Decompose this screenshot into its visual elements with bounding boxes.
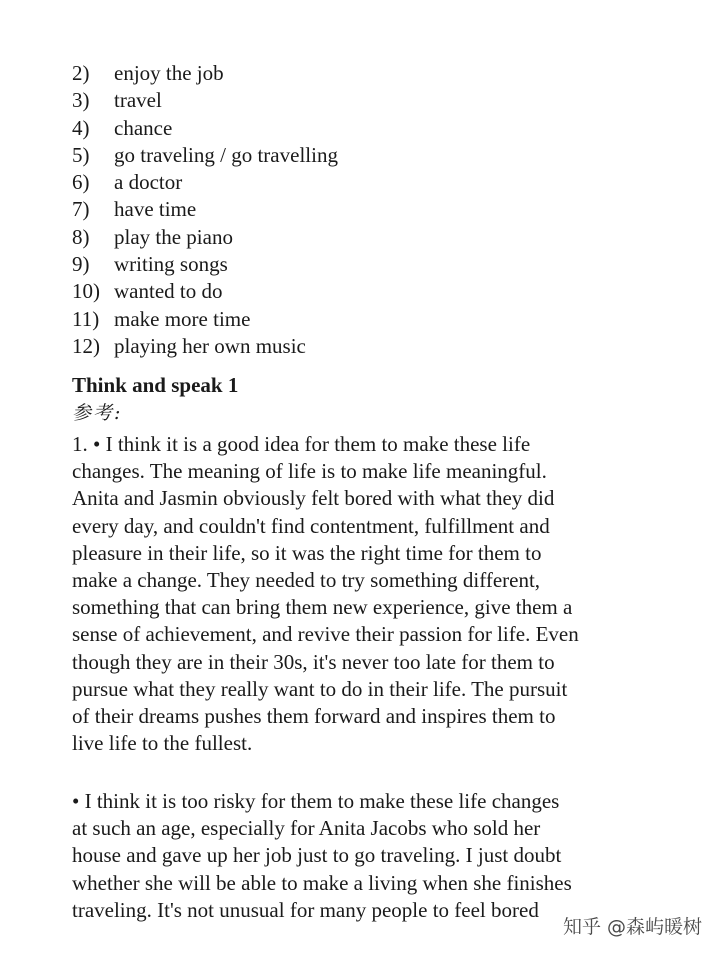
answer-number: 11) bbox=[72, 306, 100, 331]
watermark: 知乎 @森屿暖树 bbox=[562, 916, 702, 938]
answer-number: 12) bbox=[72, 333, 100, 358]
answer-text: playing her own music bbox=[114, 333, 306, 358]
paragraph-line: traveling. It's not unusual for many people to feel bored bbox=[72, 897, 539, 922]
paragraph-line: live life to the fullest. bbox=[72, 731, 253, 756]
answer-item bbox=[72, 87, 338, 114]
answer-text: play the piano bbox=[114, 224, 233, 249]
reference-label: 参考: bbox=[72, 402, 123, 424]
answer-list bbox=[72, 60, 338, 360]
paragraph-line: • I think it is too risky for them to make these life changes bbox=[72, 789, 560, 813]
answer-text: go traveling / go travelling bbox=[114, 142, 338, 167]
answer-paragraph bbox=[72, 431, 672, 757]
answer-item bbox=[72, 251, 338, 278]
answer-text: wanted to do bbox=[114, 279, 223, 304]
paragraph-line: pursue what they really want to do in their life. The pursuit bbox=[72, 676, 568, 701]
answer-item bbox=[72, 224, 338, 251]
answer-number: 5) bbox=[72, 142, 90, 167]
paragraph-line: sense of achievement, and revive their passion for life. Even bbox=[72, 622, 579, 647]
answer-number: 7) bbox=[72, 197, 90, 222]
paragraph-line: house and gave up her job just to go traveling. I just doubt bbox=[72, 843, 562, 868]
answer-item bbox=[72, 278, 338, 305]
section-heading: Think and speak 1 bbox=[72, 373, 239, 397]
paragraph-line: make a change. They needed to try something different, bbox=[72, 567, 541, 592]
answer-number: 9) bbox=[72, 252, 90, 277]
answer-number: 2) bbox=[72, 61, 90, 85]
answer-paragraph bbox=[72, 788, 672, 924]
answer-number: 6) bbox=[72, 170, 90, 195]
answer-text: travel bbox=[114, 88, 162, 113]
paragraph-line: whether she will be able to make a living when she finishes bbox=[72, 870, 572, 895]
answer-text: have time bbox=[114, 197, 197, 222]
answer-text: writing songs bbox=[114, 252, 228, 277]
answer-text: a doctor bbox=[114, 170, 183, 195]
paragraph-line: 1. • I think it is a good idea for them to make these life bbox=[72, 432, 531, 456]
paragraph-line: at such an age, especially for Anita Jacobs who sold her bbox=[72, 816, 541, 841]
answer-item bbox=[72, 60, 338, 87]
paragraph-line: pleasure in their life, so it was the right time for them to bbox=[72, 540, 542, 565]
paragraph-line: Anita and Jasmin obviously felt bored with what they did bbox=[72, 486, 555, 511]
answer-text: chance bbox=[114, 115, 173, 140]
answer-number: 4) bbox=[72, 115, 90, 140]
paragraph-line: something that can bring them new experience, give them a bbox=[72, 595, 573, 620]
answer-number: 3) bbox=[72, 88, 90, 113]
answer-item bbox=[72, 196, 338, 223]
answer-text: make more time bbox=[114, 306, 251, 331]
answer-item bbox=[72, 333, 338, 360]
answer-item bbox=[72, 169, 338, 196]
answer-number: 8) bbox=[72, 224, 90, 249]
answer-item bbox=[72, 115, 338, 142]
paragraph-line: every day, and couldn't find contentment, fulfillment and bbox=[72, 513, 550, 538]
answer-text: enjoy the job bbox=[114, 61, 224, 85]
answer-number: 10) bbox=[72, 279, 100, 304]
answer-item bbox=[72, 142, 338, 169]
paragraph-line: of their dreams pushes them forward and inspires them to bbox=[72, 703, 556, 728]
paragraph-line: changes. The meaning of life is to make life meaningful. bbox=[72, 459, 547, 484]
paragraph-line: though they are in their 30s, it's never too late for them to bbox=[72, 649, 555, 674]
answer-item bbox=[72, 306, 338, 333]
